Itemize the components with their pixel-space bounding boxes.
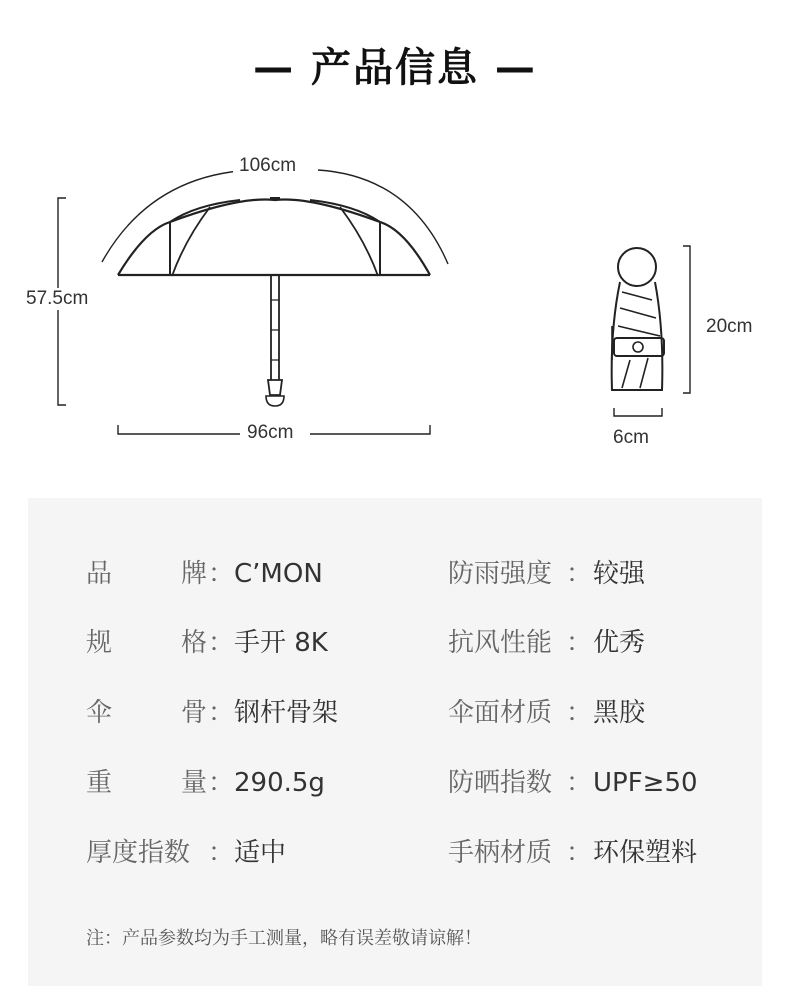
spec-label: 手柄材质: [448, 838, 553, 868]
spec-value: 钢杆骨架: [234, 698, 339, 728]
spec-colon: ：: [566, 559, 593, 589]
open-top-span-label: 106cm: [233, 155, 302, 177]
top-span-arc: [102, 170, 250, 262]
spec-value: 手开 8K: [234, 628, 328, 658]
spec-colon: ：: [208, 838, 235, 868]
spec-colon: ：: [208, 559, 235, 589]
canopy-outline: [118, 199, 430, 275]
spec-value: 290.5g: [234, 768, 325, 798]
spec-colon: ：: [566, 698, 593, 728]
spec-value: C’MON: [234, 559, 323, 589]
open-height-label: 57.5cm: [20, 288, 94, 310]
spec-colon: ：: [208, 768, 235, 798]
spec-value: 优秀: [593, 628, 646, 658]
folded-width-label: 6cm: [607, 427, 655, 449]
spec-value: 适中: [234, 838, 287, 868]
spec-colon: ：: [566, 628, 593, 658]
folded-strap: [614, 338, 664, 356]
spec-value: 较强: [593, 559, 646, 589]
folded-length-label: 20cm: [700, 316, 758, 338]
spec-label: 防晒指数: [448, 768, 553, 798]
spec-label: 伞面材质: [448, 698, 553, 728]
spec-label: 规 格: [86, 628, 207, 658]
measurement-note: 注：产品参数均为手工测量，略有误差敬请谅解！: [86, 928, 482, 949]
folded-length-bracket: [683, 246, 690, 393]
open-bottom-span-label: 96cm: [241, 422, 299, 444]
spec-colon: ：: [566, 838, 593, 868]
shaft: [271, 276, 279, 380]
spec-value: UPF≥50: [593, 768, 698, 798]
folded-width-bracket: [614, 408, 662, 416]
spec-colon: ：: [566, 768, 593, 798]
spec-value: 环保塑料: [593, 838, 698, 868]
spec-label: 品 牌: [86, 559, 207, 589]
spec-label: 抗风性能: [448, 628, 553, 658]
spec-colon: ：: [208, 698, 235, 728]
umbrella-diagram: [0, 0, 790, 480]
spec-value: 黑胶: [593, 698, 646, 728]
folded-body: [612, 282, 663, 390]
spec-label: 重 量: [86, 768, 207, 798]
spec-colon: ：: [208, 628, 235, 658]
folded-cap: [618, 248, 656, 286]
handle: [268, 380, 282, 395]
page-title: — 产品信息 —: [253, 45, 537, 91]
spec-label: 防雨强度: [448, 559, 553, 589]
spec-label: 伞 骨: [86, 698, 207, 728]
spec-panel: [28, 498, 762, 986]
spec-label: 厚度指数: [86, 838, 191, 868]
